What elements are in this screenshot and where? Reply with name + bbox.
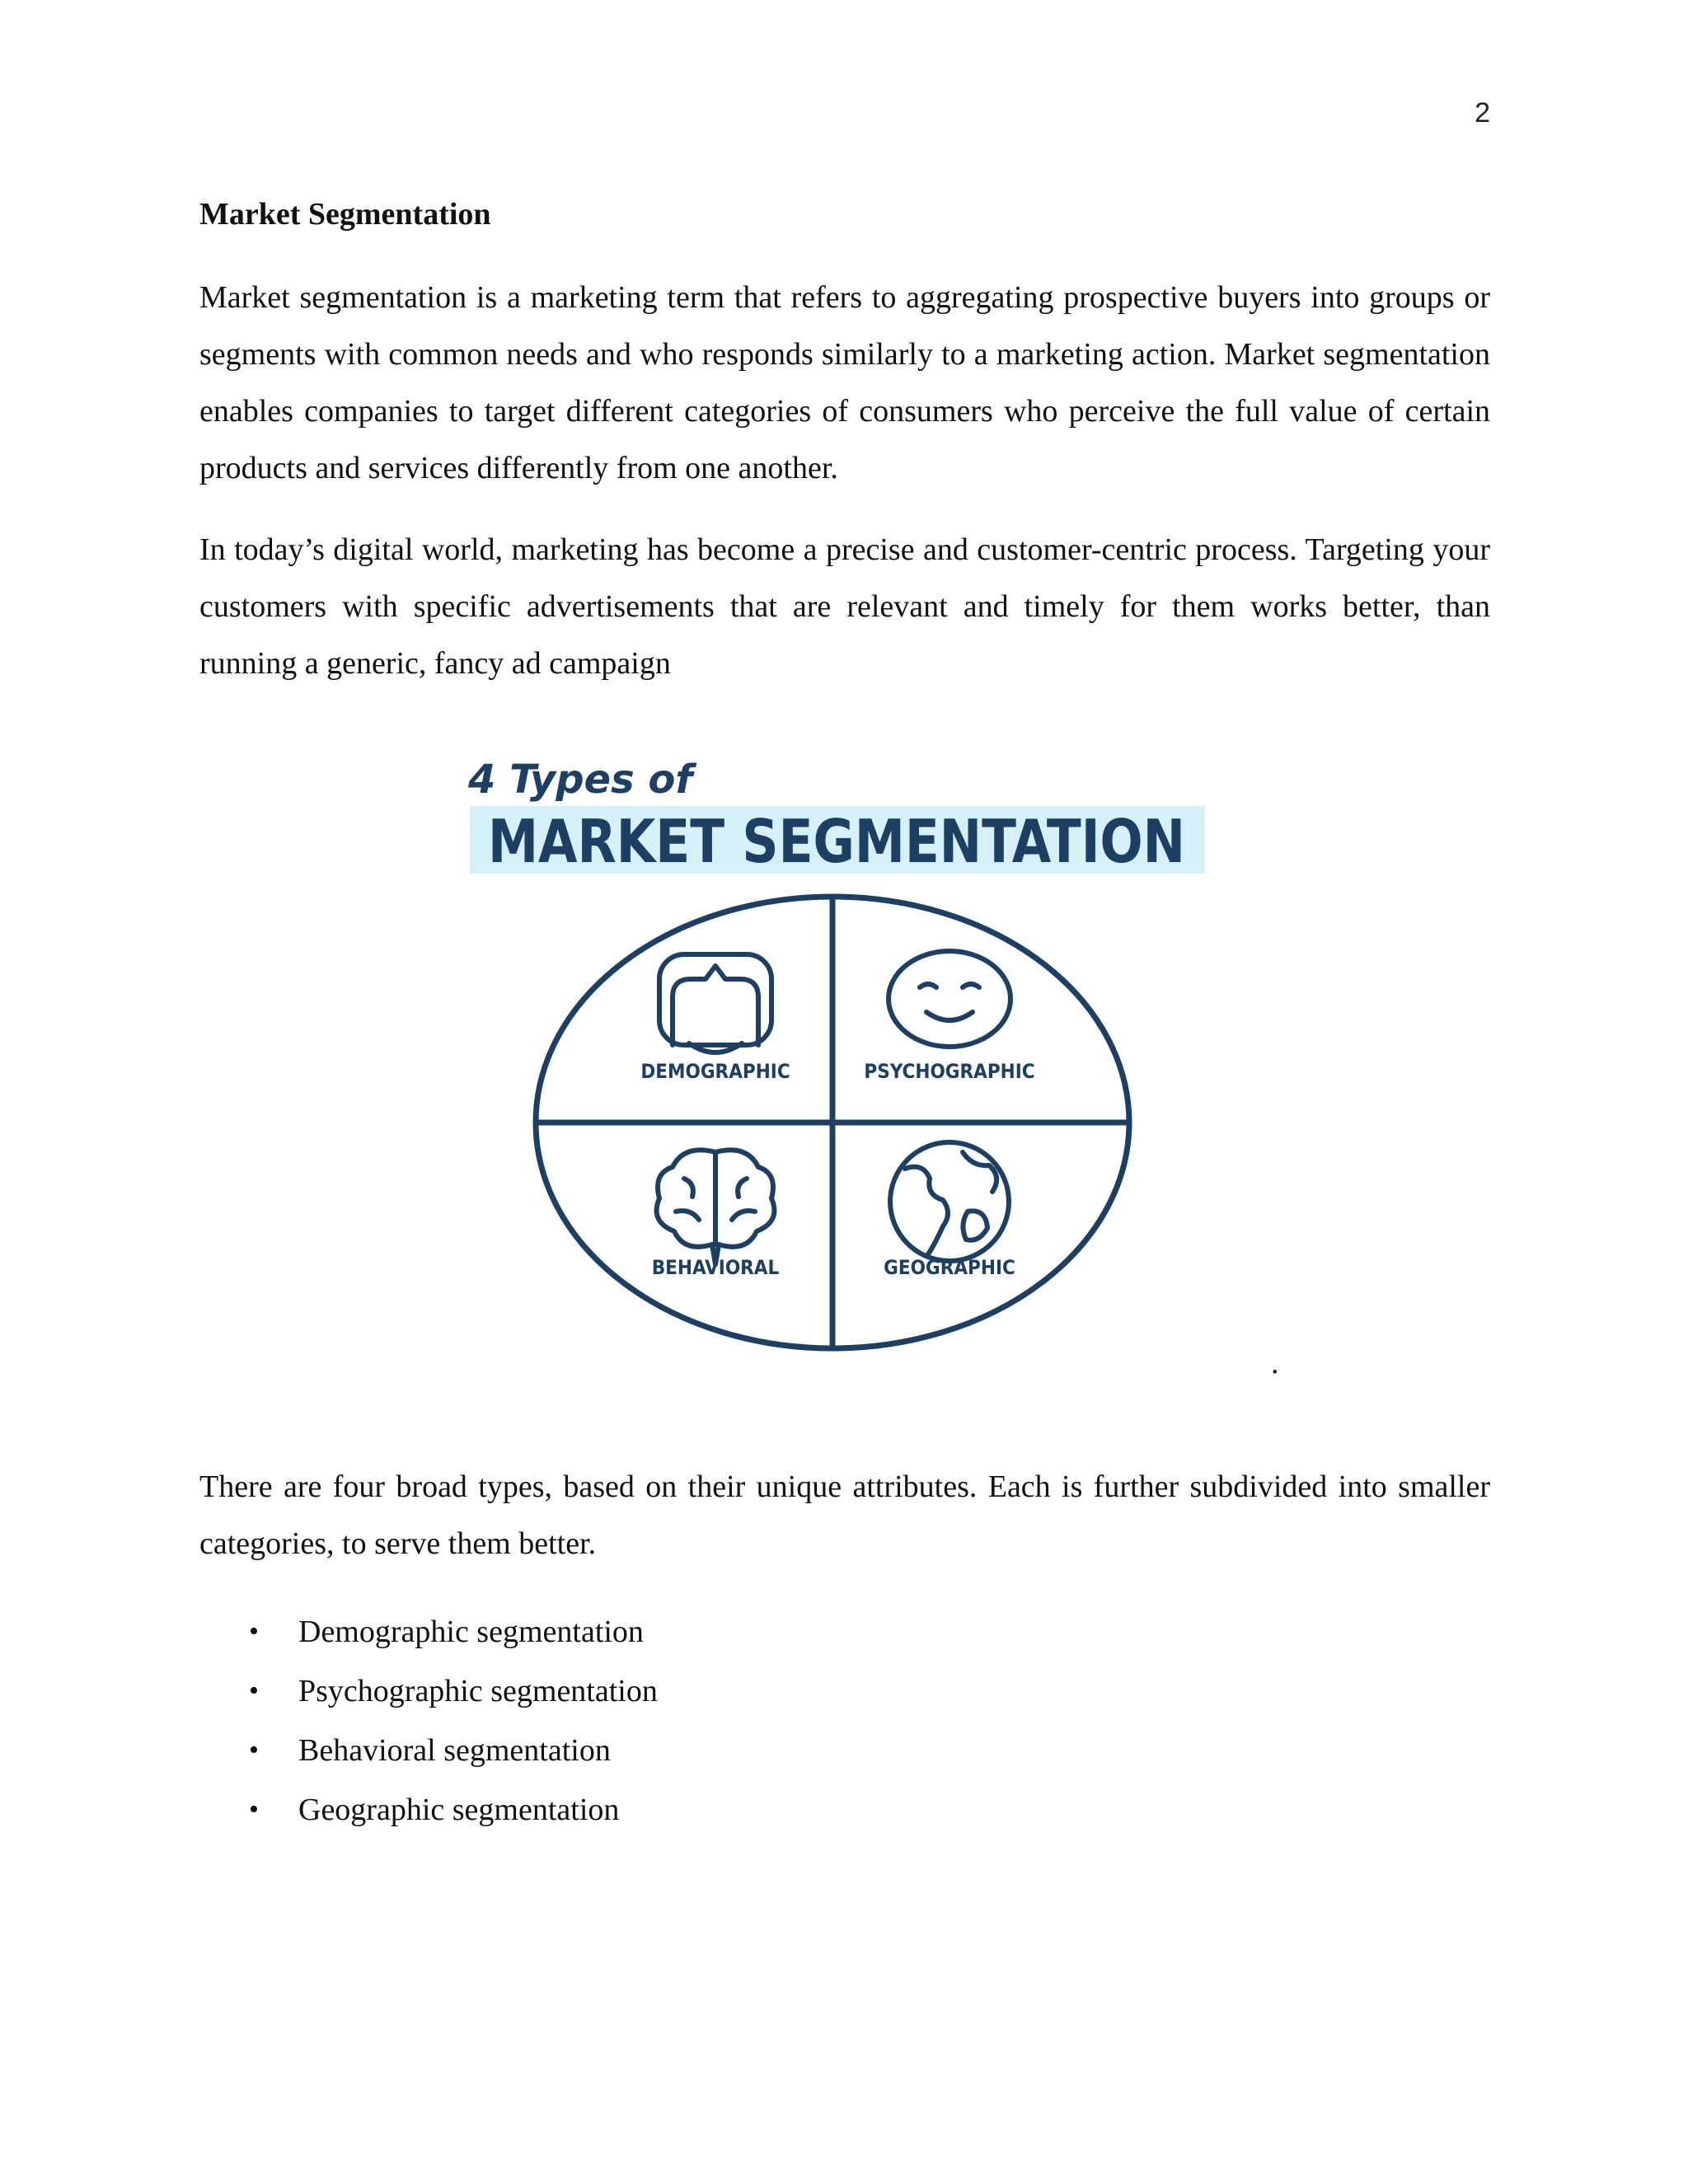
brain-icon [657, 1151, 775, 1265]
demographic-icon [659, 954, 771, 1052]
list-item-text: Demographic segmentation [298, 1615, 644, 1650]
list-item [199, 1602, 1490, 1661]
segmentation-list [199, 1602, 1490, 1840]
bullet-icon: • [249, 1616, 259, 1647]
paragraph-four-types: There are four broad types, based on their unique attributes. Each is further subdivided into smaller categories, to serve them better. [199, 1469, 1490, 1562]
bullet-icon: • [249, 1735, 259, 1766]
figure-title-large: MARKET SEGMENTATION [488, 807, 1185, 877]
list-item-text: Psychographic segmentation [298, 1674, 658, 1709]
list-item [199, 1661, 1490, 1721]
document-body [199, 194, 1490, 1840]
segmentation-infographic [468, 750, 1210, 1376]
psychographic-label: PSYCHOGRAPHIC [864, 1060, 1035, 1084]
list-item [199, 1721, 1490, 1780]
behavioral-label: BEHAVIORAL [651, 1256, 780, 1280]
paragraph-definition: Market segmentation is a marketing term that refers to aggregating prospective buyers into groups or segments with common needs and who responds similarly to a marketing action. Market segmentation enables companies to target different categories of consumers who perceive the full value of certain products and services differently from one another. [199, 280, 1490, 486]
demographic-label: DEMOGRAPHIC [640, 1060, 790, 1084]
figure-trailing-mark: . [1271, 1346, 1279, 1381]
bullet-icon: • [249, 1794, 259, 1825]
bullet-icon: • [249, 1675, 259, 1707]
globe-icon [890, 1142, 1009, 1261]
smiley-icon [889, 951, 1010, 1047]
geographic-label: GEOGRAPHIC [884, 1256, 1015, 1280]
segmentation-figure [199, 750, 1490, 1459]
figure-title-small: 4 Types of [468, 757, 693, 804]
page-number: 2 [1475, 97, 1490, 129]
list-item [199, 1780, 1490, 1840]
section-heading: Market Segmentation [199, 197, 491, 232]
list-item-text: Behavioral segmentation [298, 1733, 611, 1769]
paragraph-digital-world: In today’s digital world, marketing has become a precise and customer-centric process. Targeting your customers with specific advertisements that are relevant and timely for them works better, than running a generic, fancy ad campaign [199, 532, 1490, 682]
list-item-text: Geographic segmentation [298, 1793, 620, 1828]
